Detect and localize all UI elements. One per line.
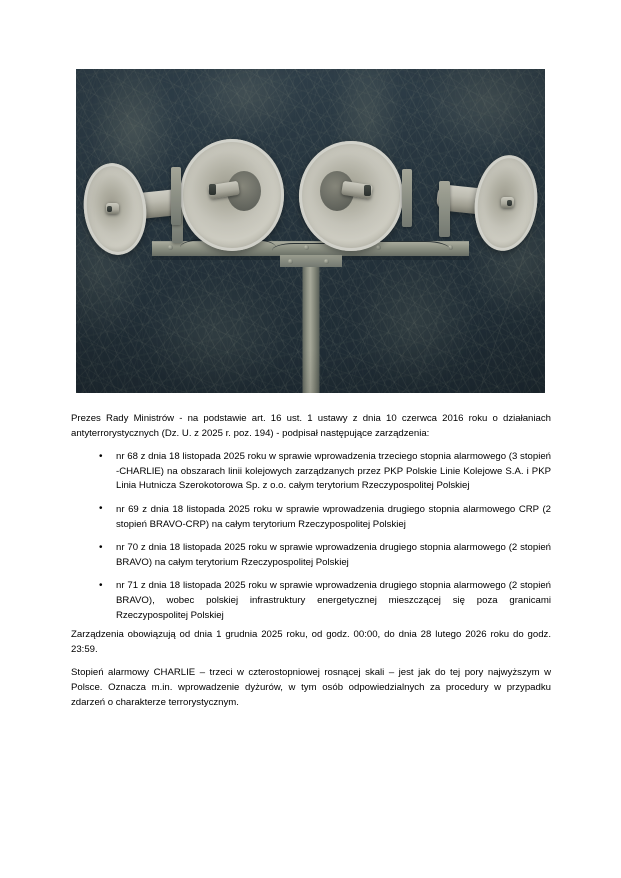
list-item: • nr 70 z dnia 18 listopada 2025 roku w sprawie wprowadzenia drugiego stopnia alarmowego (2 stopień BRAVO) na całym terytorium Rzeczypospolitej Polskiej — [71, 541, 551, 570]
photo-vignette — [76, 69, 545, 393]
validity-paragraph: Zarządzenia obowiązują od dnia 1 grudnia 2025 roku, od godz. 00:00, do dnia 28 lutego 2026 roku do godz. 23:59. — [71, 629, 551, 655]
intro-paragraph: Prezes Rady Ministrów - na podstawie art. 16 ust. 1 ustawy z dnia 10 czerwca 2016 roku o działaniach antyterrorystycznych (Dz. U. z 2025 r. poz. 194) - podpisał następujące zarządzenia: — [71, 413, 551, 439]
list-item: • nr 71 z dnia 18 listopada 2025 roku w sprawie wprowadzenia drugiego stopnia alarmowego (2 stopień BRAVO), wobec polskiej infrastruktury energetycznej mieszczącej się poza granicami Rzeczypospolitej Polskiej — [71, 579, 551, 623]
list-item: • nr 68 z dnia 18 listopada 2025 roku w sprawie wprowadzenia trzeciego stopnia alarmowego (3 stopień -CHARLIE) na obszarach linii kolejowych zarządzanych przez PKP Polskie Linie Kolejowe S.A. i PKP Linia Hutnicza Szerokotorowa Sp. z o.o. całym terytorium Rzeczypospolitej Polskiej — [71, 450, 551, 494]
siren-photo — [76, 69, 545, 393]
photo-canvas — [76, 69, 545, 393]
document-body — [71, 412, 551, 719]
list-item: • nr 69 z dnia 18 listopada 2025 roku w sprawie wprowadzenia drugiego stopnia alarmowego CRP (2 stopień BRAVO-CRP) na całym terytorium Rzeczypospolitej Polskiej — [71, 503, 551, 532]
explanation-paragraph: Stopień alarmowy CHARLIE – trzeci w czterostopniowej rosnącej skali – jest jak do tej pory najwyższym w Polsce. Oznacza m.in. wprowadzenie dyżurów, w tym osób odpowiedzialnych za procedury w przypadku zdarzeń o charakterze terrorystycznym. — [71, 667, 551, 708]
orders-list — [71, 450, 551, 623]
